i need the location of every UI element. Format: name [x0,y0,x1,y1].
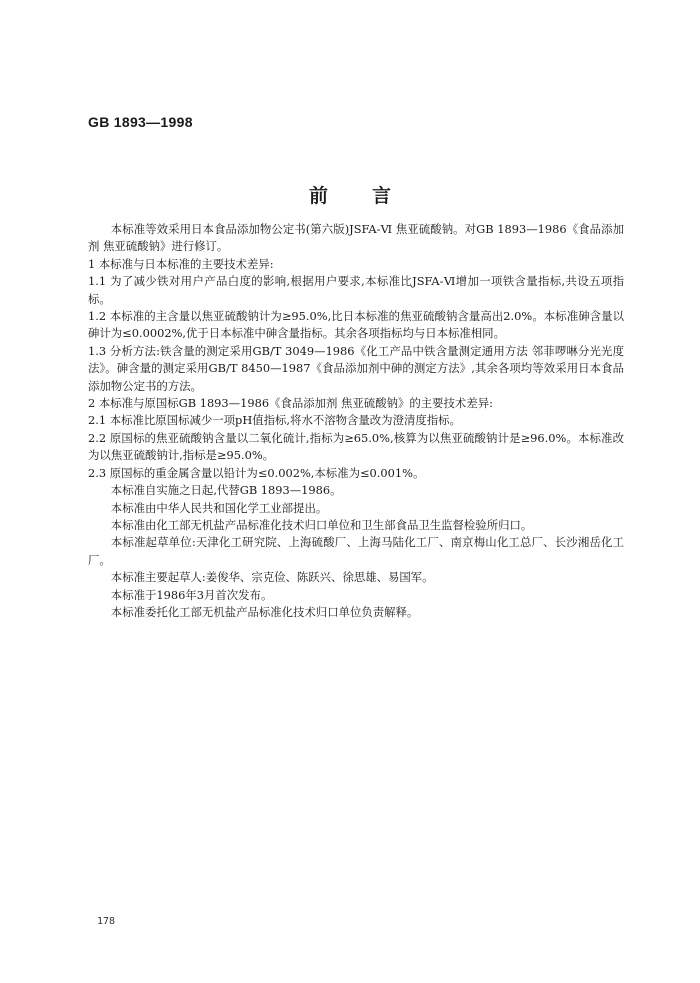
standard-code-header: GB 1893—1998 [88,114,193,130]
replacement-statement: 本标准自实施之日起,代替GB 1893—1986。 [110,483,342,498]
section-heading-2: 2 本标准与原国标GB 1893—1986《食品添加剂 焦亚硫酸钠》的主要技术差异: [88,396,493,411]
clause-1-1: 1.1 为了减少铁对用户产品白度的影响,根据用户要求,本标准比JSFA-Ⅵ增加一项铁含量指标,共设五项指标。 [88,274,624,306]
drafters-statement: 本标准主要起草人:姜俊华、宗克俭、陈跃兴、徐思雄、易国军。 [110,570,434,585]
clause-2-2: 2.2 原国标的焦亚硫酸钠含量以二氧化硫计,指标为≥65.0%,核算为以焦亚硫酸钠计是≥96.0%。本标准改为以焦亚硫酸钠计,指标是≥95.0%。 [88,430,624,463]
drafting-units-statement: 本标准起草单位:天津化工研究院、上海硫酸厂、上海马陆化工厂、南京梅山化工总厂、长沙湘岳化工厂。 [88,535,624,567]
clause-2-1: 2.1 本标准比原国标减少一项pH值指标,将水不溶物含量改为澄清度指标。 [88,413,461,428]
page-number: 178 [97,916,116,927]
page-title: 前言 [308,185,435,207]
centralized-unit-statement: 本标准由化工部无机盐产品标准化技术归口单位和卫生部食品卫生监督检验所归口。 [110,517,533,532]
proposer-statement: 本标准由中华人民共和国化学工业部提出。 [110,500,328,515]
section-heading-1: 1 本标准与日本标准的主要技术差异: [88,256,274,271]
first-release-statement: 本标准于1986年3月首次发布。 [110,587,273,602]
clause-2-3: 2.3 原国标的重金属含量以铅计为≤0.002%,本标准为≤0.001%。 [88,465,425,480]
clause-1-3: 1.3 分析方法:铁含量的测定采用GB/T 3049—1986《化工产品中铁含量测定通用方法 邻菲啰啉分光光度法》。砷含量的测定采用GB/T 8450—1987《食品添加剂中砷的测定方法》,其余各项均等效采用日本食品添加物公定书的方法。 [88,343,624,393]
document-body [88,221,624,621]
clause-1-2: 1.2 本标准的主含量以焦亚硫酸钠计为≥95.0%,比日本标准的焦亚硫酸钠含量高出2.0%。本标准砷含量以砷计为≤0.0002%,优于日本标准中砷含量指标。其余各项指标均与日本标准相同。 [88,309,624,341]
intro-paragraph: 本标准等效采用日本食品添加物公定书(第六版)JSFA-Ⅵ 焦亚硫酸钠。对GB 1893—1986《食品添加剂 焦亚硫酸钠》进行修订。 [88,222,624,254]
interpretation-statement: 本标准委托化工部无机盐产品标准化技术归口单位负责解释。 [110,604,419,619]
